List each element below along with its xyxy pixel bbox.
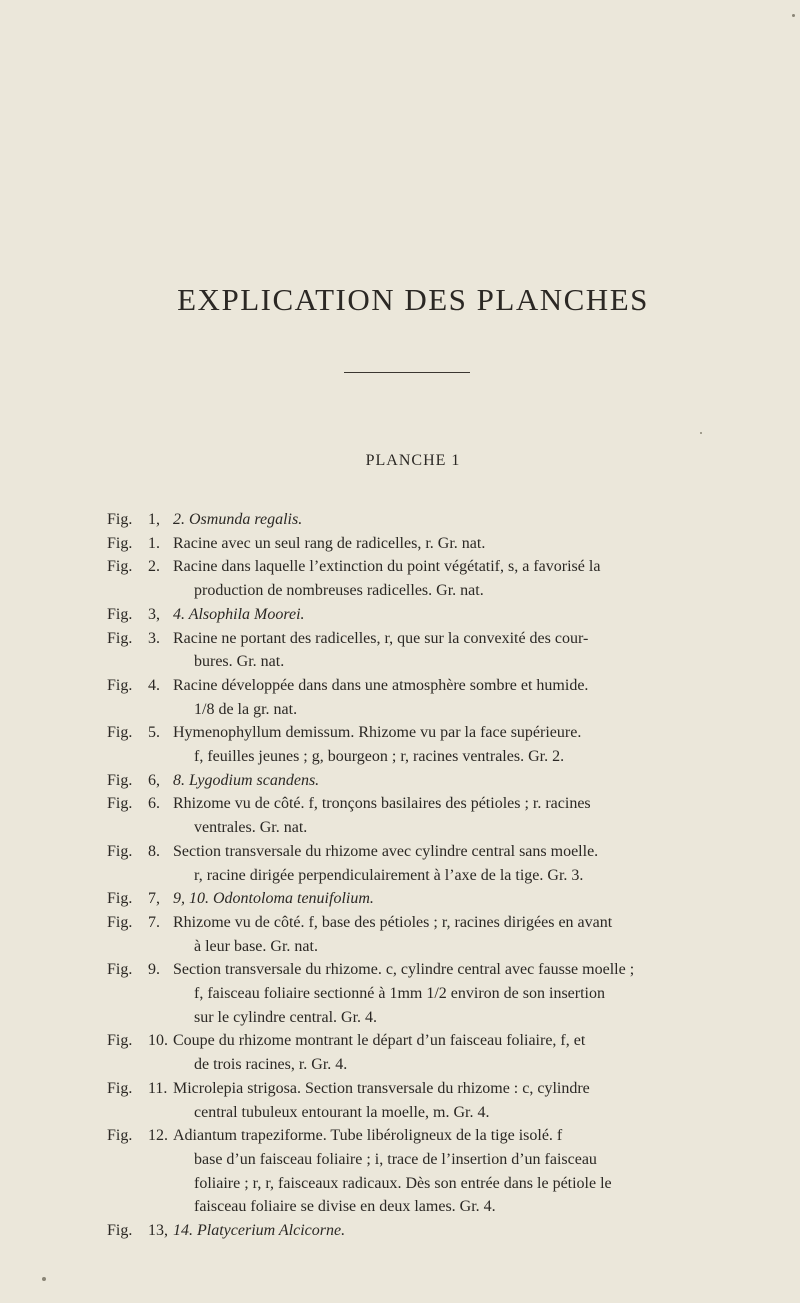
figure-label: Fig. xyxy=(107,1079,133,1097)
figure-list xyxy=(107,508,727,1243)
figure-label: Fig. xyxy=(107,629,133,647)
title-rule xyxy=(344,372,470,373)
figure-entry xyxy=(107,840,727,887)
figure-caption-line: de trois racines, r. Gr. 4. xyxy=(194,1056,348,1074)
figure-caption-line: Racine avec un seul rang de radicelles, r. Gr. nat. xyxy=(173,534,486,552)
figure-caption-line: Rhizome vu de côté. f, tronçons basilaires des pétioles ; r. racines xyxy=(173,795,591,813)
figure-caption-line: 1/8 de la gr. nat. xyxy=(194,700,298,718)
figure-caption-line: base d’un faisceau foliaire ; i, trace de l’insertion d’un faisceau xyxy=(194,1150,597,1168)
figure-caption-line: 4. Alsophila Moorei. xyxy=(173,605,305,623)
figure-caption-line: production de nombreuses radicelles. Gr. nat. xyxy=(194,582,484,600)
figure-label: Fig. xyxy=(107,1222,133,1240)
figure-number: 6. xyxy=(148,795,160,813)
figure-caption-line: central tubuleux entourant la moelle, m. Gr. 4. xyxy=(194,1103,490,1121)
figure-label: Fig. xyxy=(107,961,133,979)
figure-entry xyxy=(107,508,727,532)
figure-caption-line: Racine dans laquelle l’extinction du point végétatif, s, a favorisé la xyxy=(173,558,601,576)
figure-caption-line: 14. Platycerium Alcicorne. xyxy=(173,1222,346,1240)
figure-label: Fig. xyxy=(107,511,133,528)
figure-number: 6, xyxy=(148,771,160,789)
figure-number: 7, xyxy=(148,890,160,908)
figure-caption-line: Microlepia strigosa. Section transversale du rhizome : c, cylindre xyxy=(173,1079,590,1097)
figure-number: 3, xyxy=(148,605,160,623)
figure-number: 4. xyxy=(148,676,160,694)
figure-entry xyxy=(107,1077,727,1124)
figure-number: 5. xyxy=(148,724,160,742)
figure-number: 3. xyxy=(148,629,160,647)
figure-entry xyxy=(107,792,727,839)
figure-label: Fig. xyxy=(107,795,133,813)
figure-entry xyxy=(107,627,727,674)
plate-heading: PLANCHE 1 xyxy=(365,452,461,469)
figure-caption-line: r, racine dirigée perpendiculairement à l’axe de la tige. Gr. 3. xyxy=(194,866,584,884)
figure-number: 13, xyxy=(148,1222,168,1240)
figure-number: 1. xyxy=(148,534,160,552)
speck xyxy=(792,14,795,17)
page-title: EXPLICATION DES PLANCHES xyxy=(177,282,649,317)
figure-label: Fig. xyxy=(107,534,133,552)
figure-entry xyxy=(107,958,727,1029)
figure-label: Fig. xyxy=(107,1127,133,1145)
speck xyxy=(700,432,702,434)
figure-entry xyxy=(107,674,727,721)
figure-caption-line: faisceau foliaire se divise en deux lames. Gr. 4. xyxy=(194,1198,496,1216)
figure-label: Fig. xyxy=(107,842,133,860)
figure-number: 1, xyxy=(148,511,160,528)
figure-caption-line: f, faisceau foliaire sectionné à 1mm 1/2 environ de son insertion xyxy=(194,985,605,1003)
figure-caption-line: Adiantum trapeziforme. Tube libéroligneux de la tige isolé. f xyxy=(173,1127,563,1145)
figure-number: 11. xyxy=(148,1079,168,1097)
figure-number: 8. xyxy=(148,842,160,860)
figure-caption-line: Hymenophyllum demissum. Rhizome vu par la face supérieure. xyxy=(173,724,582,742)
figure-label: Fig. xyxy=(107,558,133,576)
figure-caption-line: ventrales. Gr. nat. xyxy=(194,819,308,837)
figure-label: Fig. xyxy=(107,1032,133,1050)
figure-caption-line: à leur base. Gr. nat. xyxy=(194,937,318,955)
figure-label: Fig. xyxy=(107,676,133,694)
figure-entry xyxy=(107,721,727,768)
figure-entry xyxy=(107,603,727,627)
figure-number: 9. xyxy=(148,961,160,979)
figure-entry xyxy=(107,769,727,793)
figure-label: Fig. xyxy=(107,913,133,931)
figure-caption-line: foliaire ; r, r, faisceaux radicaux. Dès son entrée dans le pétiole le xyxy=(194,1174,612,1192)
figure-number: 2. xyxy=(148,558,160,576)
speck xyxy=(42,1277,46,1281)
figure-label: Fig. xyxy=(107,724,133,742)
figure-number: 10. xyxy=(148,1032,168,1050)
figure-caption-line: Section transversale du rhizome avec cylindre central sans moelle. xyxy=(173,842,599,860)
figure-label: Fig. xyxy=(107,605,133,623)
figure-entry xyxy=(107,532,727,556)
figure-number: 7. xyxy=(148,913,160,931)
figure-caption-line: f, feuilles jeunes ; g, bourgeon ; r, racines ventrales. Gr. 2. xyxy=(194,748,565,766)
figure-caption-line: sur le cylindre central. Gr. 4. xyxy=(194,1008,378,1026)
figure-label: Fig. xyxy=(107,771,133,789)
figure-caption-line: bures. Gr. nat. xyxy=(194,653,285,671)
figure-entry xyxy=(107,1029,727,1076)
figure-entry xyxy=(107,887,727,911)
figure-caption-line: Rhizome vu de côté. f, base des pétioles ; r, racines dirigées en avant xyxy=(173,913,613,931)
figure-number: 12. xyxy=(148,1127,168,1145)
figure-entry xyxy=(107,1219,727,1243)
figure-entry xyxy=(107,911,727,958)
figure-entry xyxy=(107,1124,727,1219)
figure-entry xyxy=(107,555,727,602)
figure-caption-line: 8. Lygodium scandens. xyxy=(173,771,320,789)
figure-caption-line: Racine développée dans dans une atmosphère sombre et humide. xyxy=(173,676,589,694)
figure-caption-line: Racine ne portant des radicelles, r, que sur la convexité des cour- xyxy=(173,629,589,647)
figure-caption-line: 9, 10. Odontoloma tenuifolium. xyxy=(173,890,374,908)
figure-caption-line: Section transversale du rhizome. c, cylindre central avec fausse moelle ; xyxy=(173,961,635,979)
figure-caption-line: 2. Osmunda regalis. xyxy=(173,511,303,528)
figure-caption-line: Coupe du rhizome montrant le départ d’un faisceau foliaire, f, et xyxy=(173,1032,586,1050)
figure-label: Fig. xyxy=(107,890,133,908)
